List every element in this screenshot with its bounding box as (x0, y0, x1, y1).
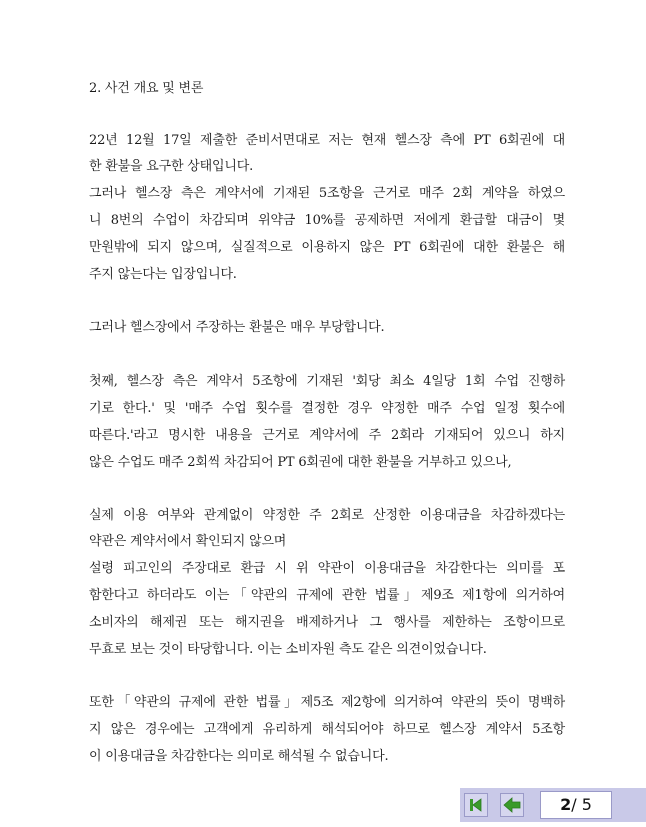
page-indicator (540, 791, 612, 819)
paragraph-line: 설령 피고인의 주장대로 환급 시 위 약관이 이용대금을 차감한다는 의미를 포 (89, 561, 565, 576)
paragraph-line: 지 않은 경우에는 고객에게 유리하게 해석되어야 하므로 헬스장 계약서 5조항 (89, 722, 565, 737)
paragraph-line: 따른다.'라고 명시한 내용을 근거로 계약서에 주 2회라 기재되어 있으니 하지 (89, 428, 565, 443)
paragraph-line: 22년 12월 17일 제출한 준비서면대로 저는 현재 헬스장 측에 PT 6회권에 대 (89, 133, 565, 148)
first-page-icon (465, 794, 487, 816)
first-page-button[interactable] (464, 793, 488, 817)
prev-page-arrow-icon (501, 794, 523, 816)
paragraph-line: 그러나 헬스장에서 주장하는 환불은 매우 부당합니다. (89, 320, 385, 335)
paragraph-line: 이 이용대금을 차감한다는 의미로 해석될 수 없습니다. (89, 749, 389, 764)
section-heading: 2. 사건 개요 및 변론 (89, 81, 204, 96)
paragraph-line: 주지 않는다는 입장입니다. (89, 267, 237, 282)
paragraph-line: 않은 수업도 매주 2회씩 차감되어 PT 6회권에 대한 환불을 거부하고 있으나, (89, 455, 512, 470)
paragraph-line: 첫째, 헬스장 측은 계약서 5조항에 기재된 '회당 최소 4일당 1회 수업 진행하 (89, 374, 565, 389)
paragraph-line: 또한「약관의 규제에 관한 법률」제5조 제2항에 의거하여 약관의 뜻이 명백하 (89, 695, 565, 710)
paragraph-line: 한 환불을 요구한 상태입니다. (89, 159, 254, 174)
current-page-number: 2 (560, 795, 572, 814)
paragraph-line: 약관은 계약서에서 확인되지 않으며 (89, 534, 287, 549)
page-separator: / (571, 795, 577, 814)
paragraph-line: 기로 한다.' 및 '매주 수업 횟수를 결정한 경우 약정한 매주 수업 일정 횟수에 (89, 401, 565, 416)
paragraph-line: 만원밖에 되지 않으며, 실질적으로 이용하지 않은 PT 6회권에 대한 환불은 해 (89, 240, 565, 255)
total-pages: 5 (581, 795, 592, 814)
paragraph-line: 실제 이용 여부와 관계없이 약정한 주 2회로 산정한 이용대금을 차감하겠다는 (89, 508, 565, 523)
paragraph-line: 니 8번의 수업이 차감되며 위약금 10%를 공제하면 저에게 환급할 대금이 몇 (89, 213, 565, 228)
paragraph-line: 함한다고 하더라도 이는「약관의 규제에 관한 법률」제9조 제1항에 의거하여 (89, 588, 565, 603)
paragraph-line: 무효로 보는 것이 타당합니다. 이는 소비자원 측도 같은 의견이었습니다. (89, 642, 487, 657)
paragraph-line: 소비자의 해제권 또는 해지권을 배제하거나 그 행사를 제한하는 조항이므로 (89, 615, 565, 630)
page-navigator (460, 788, 646, 822)
prev-page-button[interactable] (500, 793, 524, 817)
paragraph-line: 그러나 헬스장 측은 계약서에 기재된 5조항을 근거로 매주 2회 계약을 하였으 (89, 186, 565, 201)
